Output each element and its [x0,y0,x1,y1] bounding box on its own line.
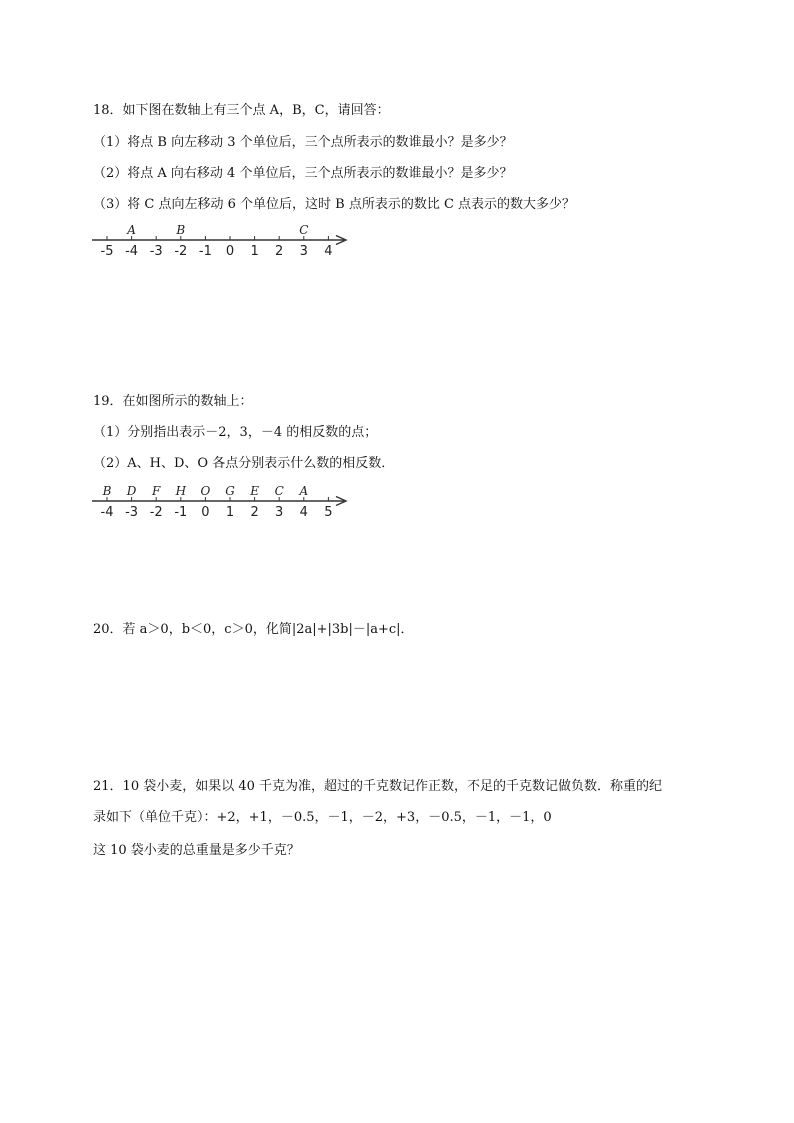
q18-tick-label: 1 [250,244,259,259]
q18-number-line-svg [90,216,360,266]
q18-item-3: （3）将 C 点向左移动 6 个单位后，这时 B 点所表示的数比 C 点表示的数大多少？ [93,197,576,212]
q19-point-g: G [225,484,235,498]
q19-point-d: D [126,484,137,498]
q19-number-line-svg [90,477,360,527]
q19-tick-label: 1 [225,505,235,520]
q21-line-3: 这 10 袋小麦的总重量是多少千克？ [93,843,300,858]
q19-point-e: E [250,484,259,498]
q18-tick-label: -5 [100,244,114,259]
q19-tick-label: -1 [174,505,188,520]
q18-point-c: C [299,223,309,237]
q18-item-2: （2）将点 A 向右移动 4 个单位后，三个点所表示的数谁最小？是多少？ [93,166,513,181]
q19-point-c: C [274,484,284,498]
q21-line-1: 21．10 袋小麦，如果以 40 千克为准，超过的千克数记作正数，不足的千克数记做负数．称重的纪 [93,779,663,794]
q18-tick-label: 0 [225,244,235,259]
q19-item-2: （2）A、H、D、O 各点分别表示什么数的相反数． [93,456,395,471]
q18-point-a: A [127,223,136,237]
q19-tick-label: 2 [250,505,259,520]
q21-line-2: 录如下（单位千克）：+2，+1，－0.5，－1，－2，+3，－0.5，－1，－1，0 [93,810,552,825]
q19-item-1: （1）分别指出表示－2，3，－4 的相反数的点； [93,425,378,440]
q19-tick-label: -4 [100,505,114,520]
q19-point-f: F [152,484,161,498]
q19-point-o: O [200,484,211,498]
q18-tick-label: 2 [275,244,284,259]
q19-tick-label: 5 [324,505,333,520]
q19-point-h: H [175,484,187,498]
q18-number-line [90,216,360,270]
q19-point-b: B [102,484,112,498]
q18-tick-label: 3 [299,244,308,259]
q19-point-a: A [299,484,309,498]
q19-title: 19．在如图所示的数轴上： [93,394,253,409]
q18-tick-label: -3 [149,244,163,259]
q19-tick-label: 0 [201,505,210,520]
q19-tick-label: 4 [299,505,308,520]
q18-tick-label: -2 [174,244,188,259]
q18-tick-label: -1 [198,244,212,259]
q18-tick-label: -4 [125,244,139,259]
q19-tick-label: -2 [149,505,163,520]
q18-title: 18．如下图在数轴上有三个点 A，B，C，请回答： [93,103,390,118]
q19-tick-label: 3 [275,505,284,520]
q19-tick-label: -3 [125,505,139,520]
q18-point-b: B [176,223,186,237]
q20-title: 20．若 a＞0，b＜0，c＞0，化简|2a|+|3b|－|a+c|． [93,622,414,637]
q18-tick-label: 4 [324,244,333,259]
q18-item-1: （1）将点 B 向左移动 3 个单位后，三个点所表示的数谁最小？是多少？ [93,135,513,150]
q19-number-line [90,477,360,531]
